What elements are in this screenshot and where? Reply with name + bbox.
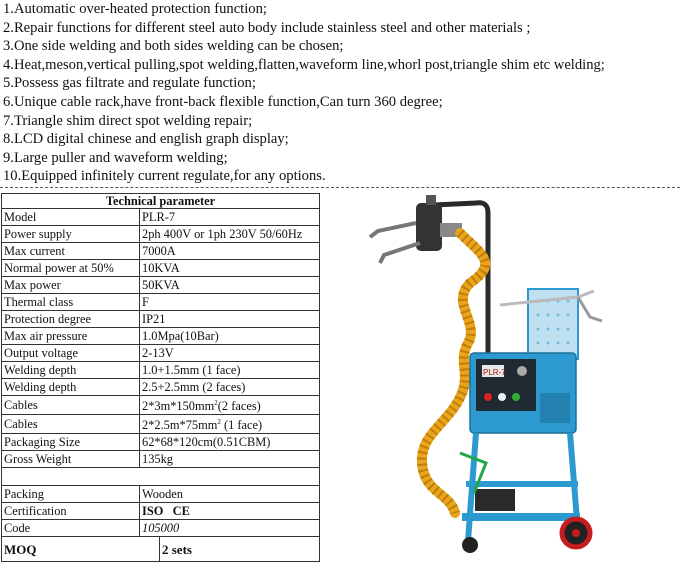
table-row: Max current 7000A [2,243,320,260]
table-row: Welding depth 1.0+1.5mm (1 face) [2,362,320,379]
table-row: Code 105000 [2,520,320,537]
accessory-box [475,489,515,511]
table-row: Max power 50KVA [2,277,320,294]
table-row: Power supply 2ph 400V or 1ph 230V 50/60Hz [2,226,320,243]
table-row: Cables $2*2.5m*75mm^2$ (1 face) [2,415,320,434]
feature-item: 5.Possess gas filtrate and regulate function; [3,75,256,92]
table-row: Model PLR-7 [2,209,320,226]
feature-item: 2.Repair functions for different steel auto body include stainless steel and other materials ; [3,19,531,36]
feature-item: 3.One side welding and both sides welding can be chosen; [3,38,344,55]
divider [0,187,680,188]
table-row: Protection degree IP21 [2,311,320,328]
table-row: Packing Wooden [2,486,320,503]
table-row: Thermal class F [2,294,320,311]
table-row: Welding depth 2.5+2.5mm (2 faces) [2,379,320,396]
caster-icon [462,537,478,553]
spec-table [1,193,320,562]
table-row: Output voltage 2-13V [2,345,320,362]
feature-item: 8.LCD digital chinese and english graph display; [3,131,289,148]
feature-list [3,0,678,186]
moq-row: MOQ 2 sets [2,537,320,562]
feature-item: 1.Automatic over-heated protection function; [3,1,267,17]
panel-model-label: PLR-7 [483,368,506,377]
table-row: Max air pressure 1.0Mpa(10Bar) [2,328,320,345]
table-row: Gross Weight 135kg [2,451,320,468]
table-row-blank [2,468,320,486]
table-row: Cables $2*3m*150mm^2(2$ faces) [2,396,320,415]
table-row: Certification ISO CE [2,503,320,520]
table-row: Normal power at 50% 10KVA [2,260,320,277]
table-row: Packaging Size 62*68*120cm(0.51CBM) [2,434,320,451]
feature-item: 6.Unique cable rack,have front-back flexible function,Can turn 360 degree; [3,93,443,110]
cart-shelf [462,513,580,521]
feature-item: 9.Large puller and waveform welding; [3,149,228,166]
spot-welder-machine-illustration [350,193,650,563]
feature-item: 10.Equipped infinitely current regulate,for any options. [3,168,326,185]
feature-item: 7.Triangle shim direct spot welding repair; [3,112,253,129]
table-title: Technical parameter [2,194,320,209]
feature-item: 4.Heat,meson,vertical pulling,spot welding,flatten,waveform line,whorl post,triangle shim etc welding; [3,56,605,73]
